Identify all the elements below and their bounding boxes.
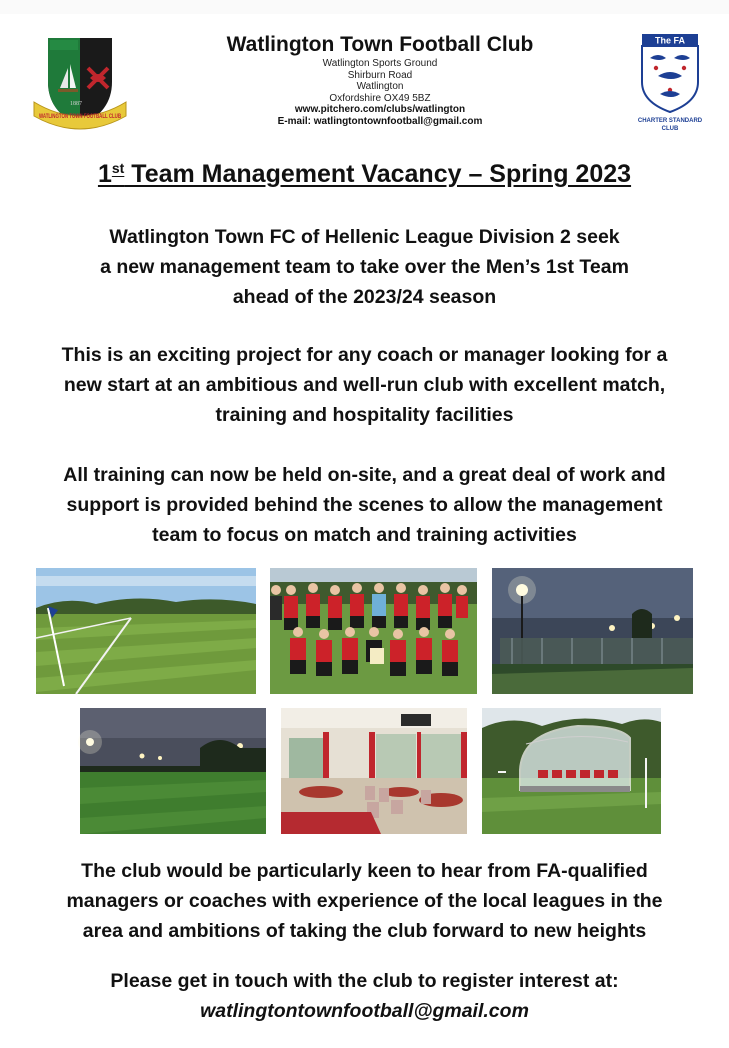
address-line: Oxfordshire OX49 5BZ [329,92,431,104]
title-text: Team Management Vacancy – Spring 2023 [124,160,632,188]
closing-paragraph [20,856,709,946]
address-line: Watlington Sports Ground [322,58,438,69]
project-line: new start at an ambitious and well-run club with excellent match, [63,374,666,396]
photo-team-dugout [482,708,661,834]
project-line: This is an exciting project for any coach or manager looking for a [61,344,668,366]
training-line: support is provided behind the scenes to allow the management [66,494,663,516]
intro-paragraph [20,222,709,312]
fa-top-label: The FA [654,35,686,46]
address-line: Shirburn Road [347,69,413,81]
address-line: Watlington [356,81,404,92]
training-paragraph [20,460,709,550]
fa-charter-badge-icon [628,32,712,142]
photo-floodlit-pitch [80,708,266,834]
photo-team-squad [270,568,477,694]
closing-line: area and ambitions of taking the club forward to new heights [82,920,647,942]
club-name: Watlington Town Football Club [226,33,534,56]
intro-line: a new management team to take over the Men’s 1st Team [100,256,629,278]
crest-year: 1887 [70,101,82,107]
website-link[interactable]: www.pitchero.com/clubs/watlington [294,104,466,115]
contact-line: Please get in touch with the club to register interest at: [110,970,619,992]
header-email[interactable]: E-mail: watlingtontownfootball@gmail.com [277,116,483,127]
intro-line: ahead of the 2023/24 season [232,286,497,308]
top-edge [0,0,729,14]
photo-floodlit-training-area [492,568,693,694]
photo-pitch-corner-flag [36,568,256,694]
title-ordinal: 1 [97,160,112,188]
contact-email-link[interactable]: watlingtontownfootball@gmail.com [200,1000,529,1022]
page-title [0,160,729,189]
training-line: All training can now be held on-site, and a great deal of work and [63,464,666,486]
club-header [150,32,610,128]
photo-clubhouse-hospitality [281,708,467,834]
intro-line: Watlington Town FC of Hellenic League Division 2 seek [109,226,620,248]
closing-line: The club would be particularly keen to hear from FA-qualified [81,860,648,882]
project-line: training and hospitality facilities [215,404,514,426]
club-crest-icon [30,30,130,135]
title-ordinal-suffix: st [111,160,125,176]
closing-line: managers or coaches with experience of the local leagues in the [66,890,663,912]
crest-banner-text: WATLINGTON TOWN FOOTBALL CLUB [39,113,122,120]
fa-bottom-label: CHARTER STANDARD [637,118,703,124]
training-line: team to focus on match and training activities [152,524,577,546]
project-paragraph [20,340,709,430]
fa-bottom-label: CLUB [661,126,679,132]
contact-paragraph [20,966,709,1026]
